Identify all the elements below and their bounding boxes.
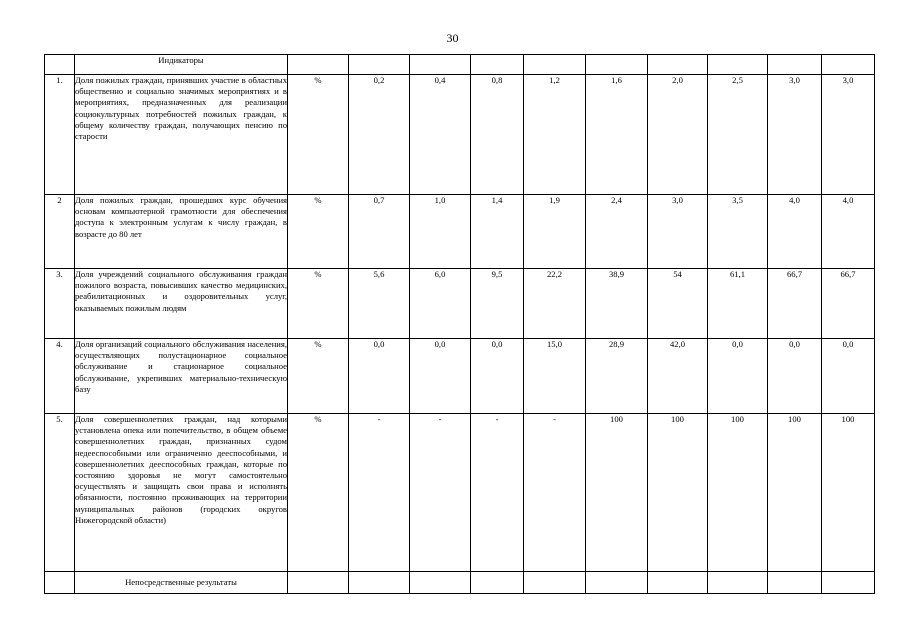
row-value: 0,0 — [708, 339, 768, 414]
row-value: 1,0 — [410, 195, 471, 269]
row-value: 15,0 — [524, 339, 586, 414]
header-cell — [586, 55, 648, 75]
table-row — [45, 269, 875, 339]
row-unit: % — [288, 339, 349, 414]
section-direct-results: Непосредственные результаты — [75, 572, 288, 594]
table-row — [45, 414, 875, 572]
table-header-row — [45, 55, 875, 75]
row-value: 0,0 — [822, 339, 875, 414]
section-cell — [648, 572, 708, 594]
header-indicators: Индикаторы — [75, 55, 288, 75]
row-number: 1. — [45, 75, 75, 195]
row-number: 4. — [45, 339, 75, 414]
row-value: 0,0 — [349, 339, 410, 414]
row-number: 3. — [45, 269, 75, 339]
row-value: 0,8 — [471, 75, 524, 195]
section-cell — [349, 572, 410, 594]
row-value: 38,9 — [586, 269, 648, 339]
row-value: 9,5 — [471, 269, 524, 339]
header-cell — [410, 55, 471, 75]
row-value: - — [524, 414, 586, 572]
row-value: - — [471, 414, 524, 572]
section-cell — [708, 572, 768, 594]
row-value: 0,0 — [410, 339, 471, 414]
row-value: 5,6 — [349, 269, 410, 339]
row-value: 100 — [708, 414, 768, 572]
row-description: Доля совершеннолетних граждан, над которыми установлена опека или попечительство, в общем объеме совершеннолетних граждан, признанных судом недееспособными или ограниченно дееспособными, и совершеннолетних дееспособных граждан, которые по состоянию здоровья не могут самостоятельно осуществлять и защищать свои права и исполнять обязанности, постоянно проживающих на территории муниципальных районов (городских округов Нижегородской области) — [75, 414, 288, 572]
section-cell — [586, 572, 648, 594]
row-value: 4,0 — [768, 195, 822, 269]
row-value: 2,4 — [586, 195, 648, 269]
row-description: Доля организаций социального обслуживания населения, осуществляющих полустационарное социальное обслуживание и стационарное социальное обслуживание, укрепивших материально-техническую базу — [75, 339, 288, 414]
header-cell — [768, 55, 822, 75]
row-value: 1,2 — [524, 75, 586, 195]
table-row — [45, 195, 875, 269]
row-value: 42,0 — [648, 339, 708, 414]
section-cell — [288, 572, 349, 594]
row-unit: % — [288, 195, 349, 269]
row-value: 0,0 — [471, 339, 524, 414]
header-cell — [648, 55, 708, 75]
row-description: Доля учреждений социального обслуживания граждан пожилого возраста, повысивших качество медицинских, реабилитационных и оздоровительных услуг, оказываемых пожилым людям — [75, 269, 288, 339]
row-value: 61,1 — [708, 269, 768, 339]
row-description: Доля пожилых граждан, принявших участие в областных общественно и социально значимых мероприятиях и в мероприятиях, предназначенных для реализации социокультурных потребностей пожилых граждан, к общему количеству граждан, получающих пенсию по старости — [75, 75, 288, 195]
row-value: 3,0 — [768, 75, 822, 195]
row-value: 3,5 — [708, 195, 768, 269]
row-value: 0,7 — [349, 195, 410, 269]
row-value: - — [349, 414, 410, 572]
row-value: 6,0 — [410, 269, 471, 339]
row-value: 0,0 — [768, 339, 822, 414]
section-cell — [524, 572, 586, 594]
row-description: Доля пожилых граждан, прошедших курс обучения основам компьютерной грамотности для обеспечения доступа к электронным услугам к числу граждан, в возрасте до 80 лет — [75, 195, 288, 269]
section-cell — [45, 572, 75, 594]
row-unit: % — [288, 75, 349, 195]
page-number: 30 — [446, 31, 459, 45]
row-value: 100 — [648, 414, 708, 572]
indicators-table — [44, 54, 875, 594]
header-cell — [822, 55, 875, 75]
header-cell — [349, 55, 410, 75]
table-row — [45, 339, 875, 414]
row-unit: % — [288, 414, 349, 572]
row-value: 100 — [586, 414, 648, 572]
section-cell — [768, 572, 822, 594]
row-value: 100 — [768, 414, 822, 572]
row-value: - — [410, 414, 471, 572]
row-value: 100 — [822, 414, 875, 572]
row-value: 28,9 — [586, 339, 648, 414]
row-value: 0,2 — [349, 75, 410, 195]
row-value: 2,5 — [708, 75, 768, 195]
table-section-row — [45, 572, 875, 594]
row-value: 4,0 — [822, 195, 875, 269]
row-value: 0,4 — [410, 75, 471, 195]
header-cell — [288, 55, 349, 75]
row-value: 1,9 — [524, 195, 586, 269]
row-value: 54 — [648, 269, 708, 339]
row-value: 66,7 — [822, 269, 875, 339]
section-cell — [410, 572, 471, 594]
row-value: 2,0 — [648, 75, 708, 195]
row-value: 1,4 — [471, 195, 524, 269]
row-value: 1,6 — [586, 75, 648, 195]
header-cell — [45, 55, 75, 75]
section-cell — [822, 572, 875, 594]
row-unit: % — [288, 269, 349, 339]
header-cell — [708, 55, 768, 75]
row-number: 5. — [45, 414, 75, 572]
row-value: 3,0 — [648, 195, 708, 269]
table-row — [45, 75, 875, 195]
row-value: 22,2 — [524, 269, 586, 339]
row-value: 66,7 — [768, 269, 822, 339]
row-value: 3,0 — [822, 75, 875, 195]
header-cell — [524, 55, 586, 75]
row-number: 2 — [45, 195, 75, 269]
header-cell — [471, 55, 524, 75]
section-cell — [471, 572, 524, 594]
